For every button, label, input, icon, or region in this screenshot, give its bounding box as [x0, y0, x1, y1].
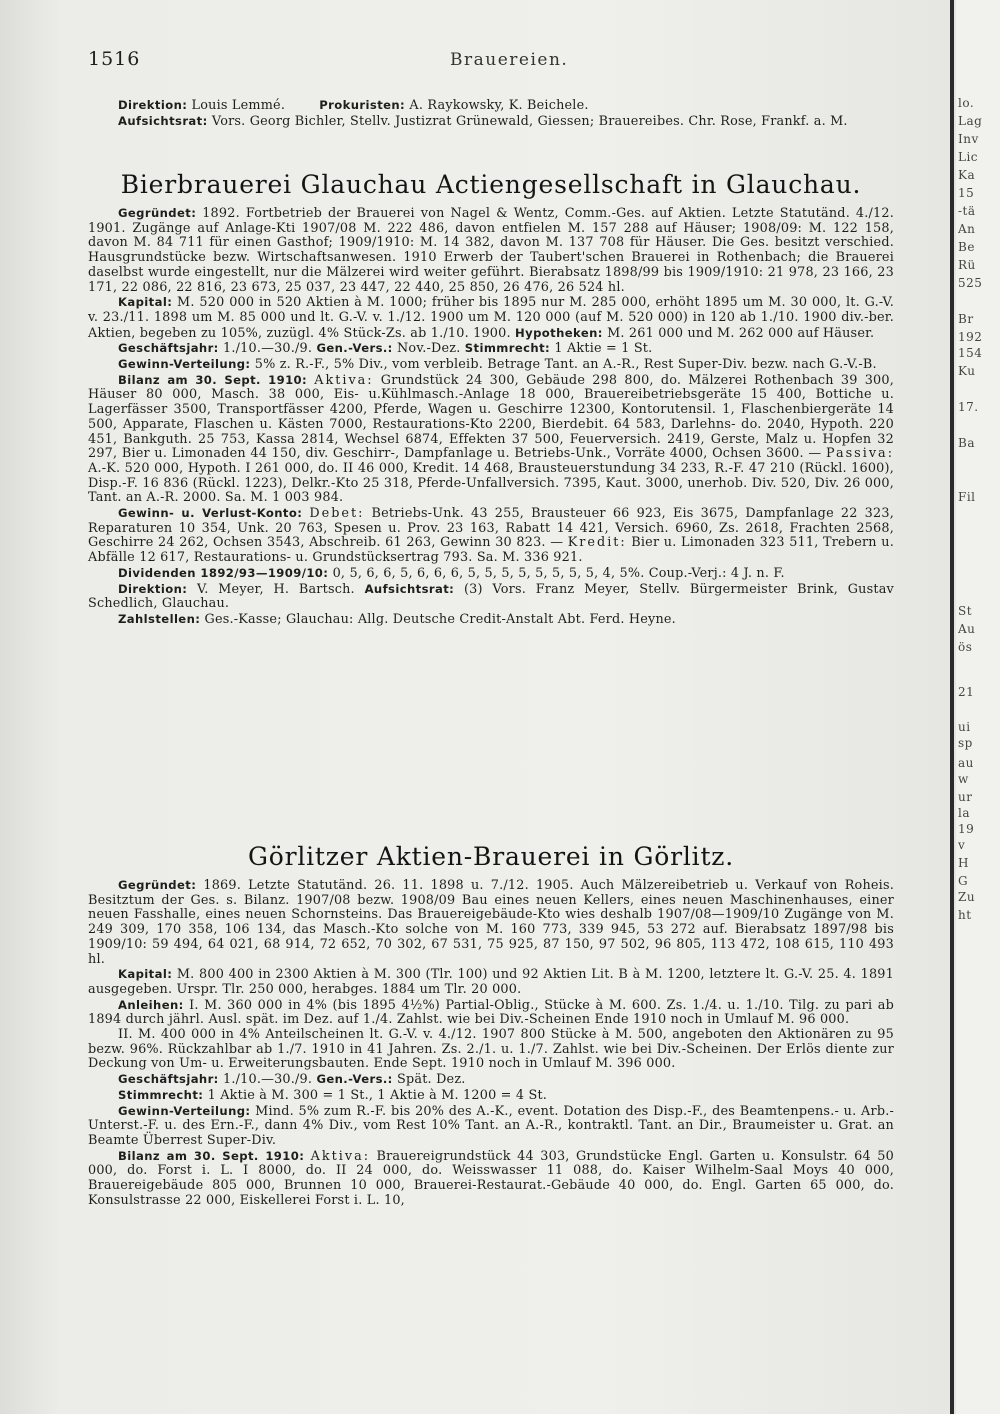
margin-fragment: 192	[958, 330, 983, 344]
kapital-para: Kapital: M. 800 400 in 2300 Aktien à M. 300 (Tlr. 100) und 92 Aktien Lit. B à M. 1200, letztere lt. G.-V. 25. 4. 1891 ausgegeben. Urspr. Tlr. 250 000, herabges. 1884 um Tlr. 20 000.	[88, 967, 894, 997]
gewinn-para: Gewinn-Verteilung: 5% z. R.-F., 5% Div., vom verbleib. Betrage Tant. an A.-R., Rest Super-Div. bezw. nach G.-V.-B.	[118, 357, 877, 373]
margin-fragment: Ba	[958, 436, 975, 450]
running-head: Brauereien.	[450, 50, 569, 70]
stimm-para: Stimmrecht: 1 Aktie à M. 300 = 1 St., 1 Aktie à M. 1200 = 4 St.	[118, 1087, 548, 1103]
margin-fragment: ur	[958, 790, 973, 804]
company-title-glauchau: Bierbrauerei Glauchau Actiengesellschaft in Glauchau.	[120, 170, 862, 199]
gj-para: Geschäftsjahr: 1./10.—30./9. Gen.-Vers.: Nov.-Dez. Stimmrecht: 1 Aktie = 1 St.	[118, 341, 653, 357]
anleihen2-para: II. M. 400 000 in 4% Anteilscheinen lt. G.-V. v. 4./12. 1907 800 Stücke à M. 500, angeboten den Aktionären zu 95 bezw. 96%. Rückzahlbar ab 1./7. 1910 in 41 Jahren. Zs. 2./1. u. 1./7. Zahlst. wie bei Div.-Scheinen. Der Erlös diente zur Deckung von Um- u. Erweiterungsbauten. Ende Sept. 1910 noch in Umlauf M. 396 000.	[88, 1027, 894, 1072]
margin-fragment: 15	[958, 186, 975, 200]
margin-fragment: An	[958, 222, 976, 236]
margin-fragment: Zu	[958, 890, 976, 904]
margin-fragment: v	[958, 838, 966, 852]
margin-fragment: Lic	[958, 150, 979, 164]
margin-fragment: ui	[958, 720, 971, 734]
margin-fragment: ös	[958, 640, 973, 654]
margin-fragment: Au	[958, 622, 976, 636]
gj-para: Geschäftsjahr: 1./10.—30./9. Gen.-Vers.: Spät. Dez.	[118, 1072, 466, 1088]
margin-fragment: sp	[958, 736, 973, 750]
margin-fragment: Ku	[958, 364, 976, 378]
margin-fragment: au	[958, 756, 974, 770]
gewinn-para: Gewinn-Verteilung: Mind. 5% zum R.-F. bis 20% des A.-K., event. Dotation des Disp.-F., des Beamtenpens.- u. Arb.-Unterst.-F. u. des Ern.-F., dann 4% Div., vom Rest 10% Tant. an A.-R., kontraktl. Tant. an Dir., Braumeister u. Grat. an Beamte Überrest Super-Div.	[88, 1103, 894, 1148]
company-title-goerlitz: Görlitzer Aktien-Brauerei in Görlitz.	[247, 842, 735, 871]
margin-fragment: la	[958, 806, 970, 820]
margin-fragment: 19	[958, 822, 975, 836]
margin-fragment: Inv	[958, 132, 979, 146]
margin-fragment: 154	[958, 346, 983, 360]
bilanz-para: Bilanz am 30. Sept. 1910: Aktiva: Grundstück 24 300, Gebäude 298 800, do. Mälzerei Rothenbach 39 300, Häuser 80 000, Masch. 38 000, Eis- u.Kühlmasch.-Anlage 18 000, Brauereibetriebsgeräte 15 400, Bottiche u. Lagerfässer 3500, Transportfässer 4200, Pferde, Wagen u. Geschirre 12300, Kontorutensil. 1, Flaschenbiergeräte 14 500, Apparate, Flaschen u. Kästen 7000, Restaurations-Kto 2200, Bierdebit. 64 583, Darlehns- do. 2040, Hypoth. 220 451, Bankguth. 25 753, Kassa 2814, Wechsel 6874, Effekten 37 500, Feuerversich. 2419, Gerste, Malz u. Hopfen 32 297, Bier u. Limonaden 44 150, div. Geschirr-, Dampfanlage u. Betriebs-Unk., Vorräte 4000, Ochsen 3600. — Passiva: A.-K. 520 000, Hypoth. I 261 000, do. II 46 000, Kredit. 14 468, Brausteuerstundung 34 233, R.-F. 47 210 (Rückl. 1600), Disp.-F. 16 836 (Rückl. 1223), Delkr.-Kto 25 318, Pferde-Unfallversich. 7395, Kaut. 3000, unerhob. Div. 520, Div. 26 000, Tant. an A.-R. 2000. Sa. M. 1 003 984.	[88, 372, 895, 506]
bilanz-para: Bilanz am 30. Sept. 1910: Aktiva: Brauereigrundstück 44 303, Grundstücke Engl. Garten u. Konsulstr. 64 50 000, do. Forst i. L. I 8000, do. II 24 000, do. Weisswasser 11 088, do. Kaiser Wilhelm-Saal Moys 40 000, Brauereigebäude 805 000, Brunnen 10 000, Brauerei-Restaurat.-Gebäude 40 000, do. Engl. Garten 65 000, do. Konsulstrasse 22 000, Eiskellerei Forst i. L. 10,	[88, 1148, 894, 1208]
dividenden-para: Dividenden 1892/93—1909/10: 0, 5, 6, 6, 5, 6, 6, 6, 5, 5, 5, 5, 5, 5, 5, 5, 4, 5%. Coup.-Verj.: 4 J. n. F.	[118, 565, 785, 581]
margin-fragment: -tä	[958, 204, 976, 218]
kapital-para: Kapital: M. 520 000 in 520 Aktien à M. 1000; früher bis 1895 nur M. 285 000, erhöht 1895 um M. 30 000, lt. G.-V. v. 23./11. 1898 um M. 85 000 und lt. G.-V. v. 1./12. 1900 um M. 120 000 (auf M. 520 000) in 120 ab 1./10. 1900 div.-ber. Aktien, begeben zu 105%, zuzügl. 4% Stück-Zs. ab 1./10. 1900. Hypotheken: M. 261 000 und M. 262 000 auf Häuser.	[88, 295, 894, 341]
margin-fragment: Rü	[958, 258, 976, 272]
margin-fragment: H	[958, 856, 969, 870]
margin-fragment: Lag	[958, 114, 983, 128]
margin-fragment: Be	[958, 240, 975, 254]
margin-fragment: ht	[958, 908, 972, 922]
gegruendet-para: Gegründet: 1892. Fortbetrieb der Brauerei von Nagel & Wentz, Comm.-Ges. auf Aktien. Letzte Statutänd. 4./12. 1901. Zugänge auf Anlage-Kti 1907/08 M. 222 486, davon entfielen M. 157 288 auf Häuser; 1908/09: M. 122 158, davon M. 84 711 für einen Gasthof; 1909/1910: M. 14 382, davon M. 137 708 für Häuser. Die Ges. besitzt verschied. Hausgrundstücke bezw. Wirtschaftsanwesen. 1910 Erwerb der Taubert'schen Brauerei in Rothenbach; die Brauerei daselbst wurde eingestellt, nur die Mälzerei wird weiter geführt. Bierabsatz 1898/99 bis 1909/1910: 21 978, 23 166, 23 171, 22 086, 22 816, 23 673, 25 037, 23 447, 22 440, 25 850, 26 476, 26 524 hl.	[88, 206, 894, 295]
page-gutter	[950, 0, 954, 1414]
margin-fragment: 17.	[958, 400, 979, 414]
margin-fragment: w	[958, 772, 969, 786]
margin-fragment: 525	[958, 276, 983, 290]
page-number: 1516	[88, 48, 141, 70]
margin-fragment: Fil	[958, 490, 976, 504]
margin-fragment: St	[958, 604, 973, 618]
direktion-para: Direktion: V. Meyer, H. Bartsch. Aufsichtsrat: (3) Vors. Franz Meyer, Stellv. Bürgermeister Brink, Gustav Schedlich, Glauchau.	[88, 581, 894, 612]
margin-fragment: Br	[958, 312, 974, 326]
margin-fragment: 21	[958, 685, 975, 699]
margin-fragment: lo.	[958, 96, 975, 110]
entry-goerlitz	[88, 878, 894, 1208]
margin-fragment: Ka	[958, 168, 976, 182]
previous-entry-tail: Direktion: Louis Lemmé. Prokuristen: A. Raykowsky, K. Beichele. Aufsichtsrat: Vors. Georg Bichler, Stellv. Justizrat Grünewald, Giessen; Brauereibes. Chr. Rose, Frankf. a. M.	[118, 98, 848, 129]
gegruendet-para: Gegründet: 1869. Letzte Statutänd. 26. 11. 1898 u. 7./12. 1905. Auch Mälzereibetrieb u. Verkauf von Roheis. Besitztum der Ges. s. Bilanz. 1907/08 bezw. 1908/09 Bau eines neuen Kellers, eines neuen Maschinenhauses, einer neuen Fasshalle, eines neuen Schornsteins. Das Brauereigebäude-Kto wies deshalb 1907/08—1909/10 Zugänge von M. 249 309, 170 358, 106 134, das Masch.-Kto solche von M. 160 773, 339 945, 53 272 auf. Bierabsatz 1897/98 bis 1909/10: 59 494, 64 021, 68 914, 72 652, 70 302, 67 531, 75 925, 87 150, 97 502, 96 805, 113 472, 108 615, 110 493 hl.	[88, 878, 894, 967]
guv-para: Gewinn- u. Verlust-Konto: Debet: Betriebs-Unk. 43 255, Brausteuer 66 923, Eis 3675, Dampfanlage 22 323, Reparaturen 10 354, Unk. 20 763, Spesen u. Prov. 23 163, Rabatt 14 421, Versich. 6960, Zs. 2618, Frachten 2568, Geschirre 24 262, Ochsen 3543, Abschreib. 61 263, Gewinn 30 823. — Kredit: Bier u. Limonaden 323 511, Trebern u. Abfälle 12 617, Restaurations- u. Grundstücksertrag 793. Sa. M. 336 921.	[88, 506, 894, 566]
anleihen-para: Anleihen: I. M. 360 000 in 4% (bis 1895 4½%) Partial-Oblig., Stücke à M. 600. Zs. 1./4. u. 1./10. Tilg. zu pari ab 1894 durch jährl. Ausl. spät. im Dez. auf 1./4. Zahlst. wie bei Div.-Scheinen Ende 1910 noch in Umlauf M. 96 000.	[88, 997, 894, 1028]
entry-glauchau	[88, 206, 894, 628]
margin-fragment: G	[958, 874, 969, 888]
zahlstellen-para: Zahlstellen: Ges.-Kasse; Glauchau: Allg. Deutsche Credit-Anstalt Abt. Ferd. Heyne.	[118, 611, 676, 627]
adjacent-page-bleed	[956, 0, 1000, 1414]
